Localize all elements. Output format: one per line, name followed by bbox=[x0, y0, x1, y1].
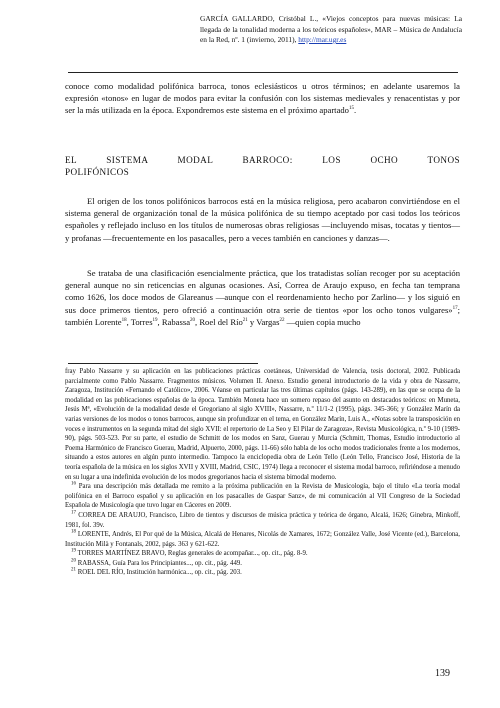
footnote-ref-22[interactable]: 22 bbox=[279, 317, 285, 323]
footnote-21-number: 21 bbox=[71, 568, 76, 574]
p3-text-g: —quien copia mucho bbox=[284, 316, 361, 327]
p3-text-b: ; también Lorente bbox=[65, 304, 460, 327]
section-heading bbox=[65, 155, 460, 178]
footnote-18-number: 18 bbox=[71, 529, 76, 535]
section-heading-line2: POLIFÓNICOS bbox=[65, 166, 130, 177]
footnote-20-number: 20 bbox=[71, 558, 76, 564]
footnote-continued: fray Pablo Nassarre y su aplicación en las publicaciones prácticas coetáneas, Universidad de Valencia, tesis doctoral, 2002. Publicada parcialmente como Pablo Nassarre. Fragmentos músicos. Volumen II. Anexo. Estudio general introductorio de la vida y obra de Nassarre, Zaragoza, Institución «Fernando el Católico», 2006. Véanse en particular las tres últimas capítulos (págs. 143-289), en las que se ocupa de la modalidad en las publicaciones españolas de la época. También Moneta hace un somero repaso del asunto en destacados teóricos: en Muneta, Jesús Mª, «Evolución de la modalidad desde el Gregoriano al siglo XVIII», Nassarre, n.º 11/1-2 (1995), págs. 345-366; y González Marín da varias versiones de los modos o tonos barrocos, aunque sin profundizar en el tema, en González Marín, Luis A., «Notas sobre la transposición en voces e instrumentos en la segunda mitad del siglo XVII: el repertorio de La Seo y El Pilar de Zaragoza», Revista Musicológica, n.º 9-10 (1989-90), págs. 503-523. Por su parte, el estudio de Schmitt de los modos en Sanz, Guerau y Murcia (Schmitt, Thomas, Estudio introductorio al Poema Harmónico de Francisco Guerau, Madrid, Alpuerto, 2000, págs. 11-66) sólo habla de los ocho modos tradicionales frente a los modernos, situando a estos autores en algún punto intermedio. Tampoco la enciclopedia obra de León Tello (León Tello, Francisco José, Historia de la teoría española de la música en los siglos XVII y XVIII, Madrid, CSIC, 1974) llega a reconocer el sistema modal barroco, refiriéndose a menudo en su lugar a una indefinida evolución de los modos gregorianos hacia el sistema bimodal moderno. bbox=[65, 368, 460, 481]
footnote-19-text: TORRES MARTÍNEZ BRAVO, Reglas generales de acompañar..., op. cit., pág. 8-9. bbox=[77, 550, 308, 558]
footnote-17-text: CORREA DE ARAUJO, Francisco, Libro de tientos y discursos de música práctica y teórica de órgano, Alcalá, 1626; Ginebra, Minkoff, 1981, fol. 39v. bbox=[65, 511, 460, 529]
footnote-18-text: LORENTE, Andrés, El Por qué de la Música, Alcalá de Henares, Nicolás de Xamares, 1672; González Valle, José Vicente (ed.), Barcelona, Institución Milà y Fontanals, 2002, págs. 363 y 621-622. bbox=[65, 531, 460, 548]
header-link[interactable]: http://mar.ugr.es bbox=[298, 35, 347, 44]
footnote-ref-17[interactable]: 17 bbox=[452, 305, 458, 311]
p3-text-e: , Roel del Río bbox=[195, 316, 243, 327]
footnote-ref-18[interactable]: 18 bbox=[121, 317, 127, 323]
paragraph-intro: conoce como modalidad polifónica barroca, tonos eclesiásticos u otros términos; en adelante usaremos la expresión «tonos» en lugar de modos para evitar la confusión con los sistemas medievales y renacentistas y por ser la más utilizada en la época. Expondremos este sistema en el próximo apartado$^{15}$. bbox=[65, 81, 460, 116]
footnote-ref-21[interactable]: 21 bbox=[242, 317, 248, 323]
footnote-16-text: Para una descripción más detallada me remito a la próxima publicación en la Revista de Musicología, bajo el título «La teoría modal polifónica en el Barroco español y su aplicación en los pasacalles de Gaspar Sanz», de mi comunicación al VII Congreso de la Sociedad Española de Musicología que tuvo lugar en Cáceres en 2009. bbox=[65, 483, 461, 510]
footnote-16-number: 16 bbox=[71, 481, 76, 487]
header-rule bbox=[68, 72, 458, 73]
footnote-ref-15[interactable]: 15 bbox=[348, 106, 354, 112]
p3-text-d: , Rabassa bbox=[157, 316, 191, 327]
section-heading-line1: EL SISTEMA MODAL BARROCO: LOS OCHO TONOS bbox=[65, 155, 460, 165]
footnotes bbox=[65, 367, 460, 578]
footnote-rule bbox=[68, 363, 258, 364]
footnote-20 bbox=[65, 559, 460, 569]
paragraph-origin: El origen de los tonos polifónicos barrocos está en la música religiosa, pero acabaron convirtiéndose en el sistema general de organización tonal de la música polifónica de su tiempo aceptado por casi todos los teóricos españoles y reflejado incluso en los títulos de numerosas obras religiosas —incluyendo misas, tocatas y tientos— y profanas —frecuentemente en los pasacalles, pero a veces también en canciones y danzas—. bbox=[65, 196, 460, 243]
paragraph-intro-text: conoce como modalidad polifónica barroca, tonos eclesiásticos u otros términos; en adelante usaremos la expresión «tonos» en lugar de modos para evitar la confusión con los sistemas medievales y renacentistas y por ser la más utilizada en la época. Expondremos este sistema en el próximo apartado bbox=[65, 81, 460, 116]
footnote-19 bbox=[65, 549, 460, 559]
footnote-21-text: ROEL DEL RÍO, Institución harmónica..., op. cit., pág. 203. bbox=[77, 569, 242, 577]
footnote-18 bbox=[65, 530, 460, 549]
header-citation: GARCÍA GALLARDO, Cristóbal L., «Viejos conceptos para nuevas músicas: La llegada de la tonalidad moderna a los teóricos españoles», MAR – Música de Andalucía en la Red, nº. 1 (invierno, 2011), bbox=[200, 14, 462, 44]
footnote-20-text: RABASSA, Guía Para los Principiantes..., op. cit., pág. 449. bbox=[77, 559, 242, 567]
footnote-ref-19[interactable]: 19 bbox=[152, 317, 158, 323]
running-header bbox=[200, 14, 462, 46]
footnote-ref-20[interactable]: 20 bbox=[190, 317, 196, 323]
footnote-17 bbox=[65, 511, 460, 530]
p3-text-f: y Vargas bbox=[247, 316, 280, 327]
footnote-21 bbox=[65, 568, 460, 578]
footnote-16 bbox=[65, 482, 460, 511]
footnote-19-number: 19 bbox=[71, 549, 76, 555]
p3-text-a: Se trataba de una clasificación esencialmente práctica, que los tratadistas solían recoger por su aceptación general aunque no sin reticencias en algunas ocasiones. Así, Correa de Araujo expuso, en fecha tan temprana como 1626, los doce modos de Glareanus —aunque con el reordenamiento hecho por Zarlino— y los siguió en sus doce primeros tientos, pero ofreció a continuación otra serie de tientos «por los ocho tonos vulgares» bbox=[65, 268, 460, 315]
page-number: 139 bbox=[435, 668, 450, 679]
p3-text-c: , Torres bbox=[126, 316, 153, 327]
paragraph-classification bbox=[65, 267, 460, 328]
footnote-17-number: 17 bbox=[71, 510, 76, 516]
